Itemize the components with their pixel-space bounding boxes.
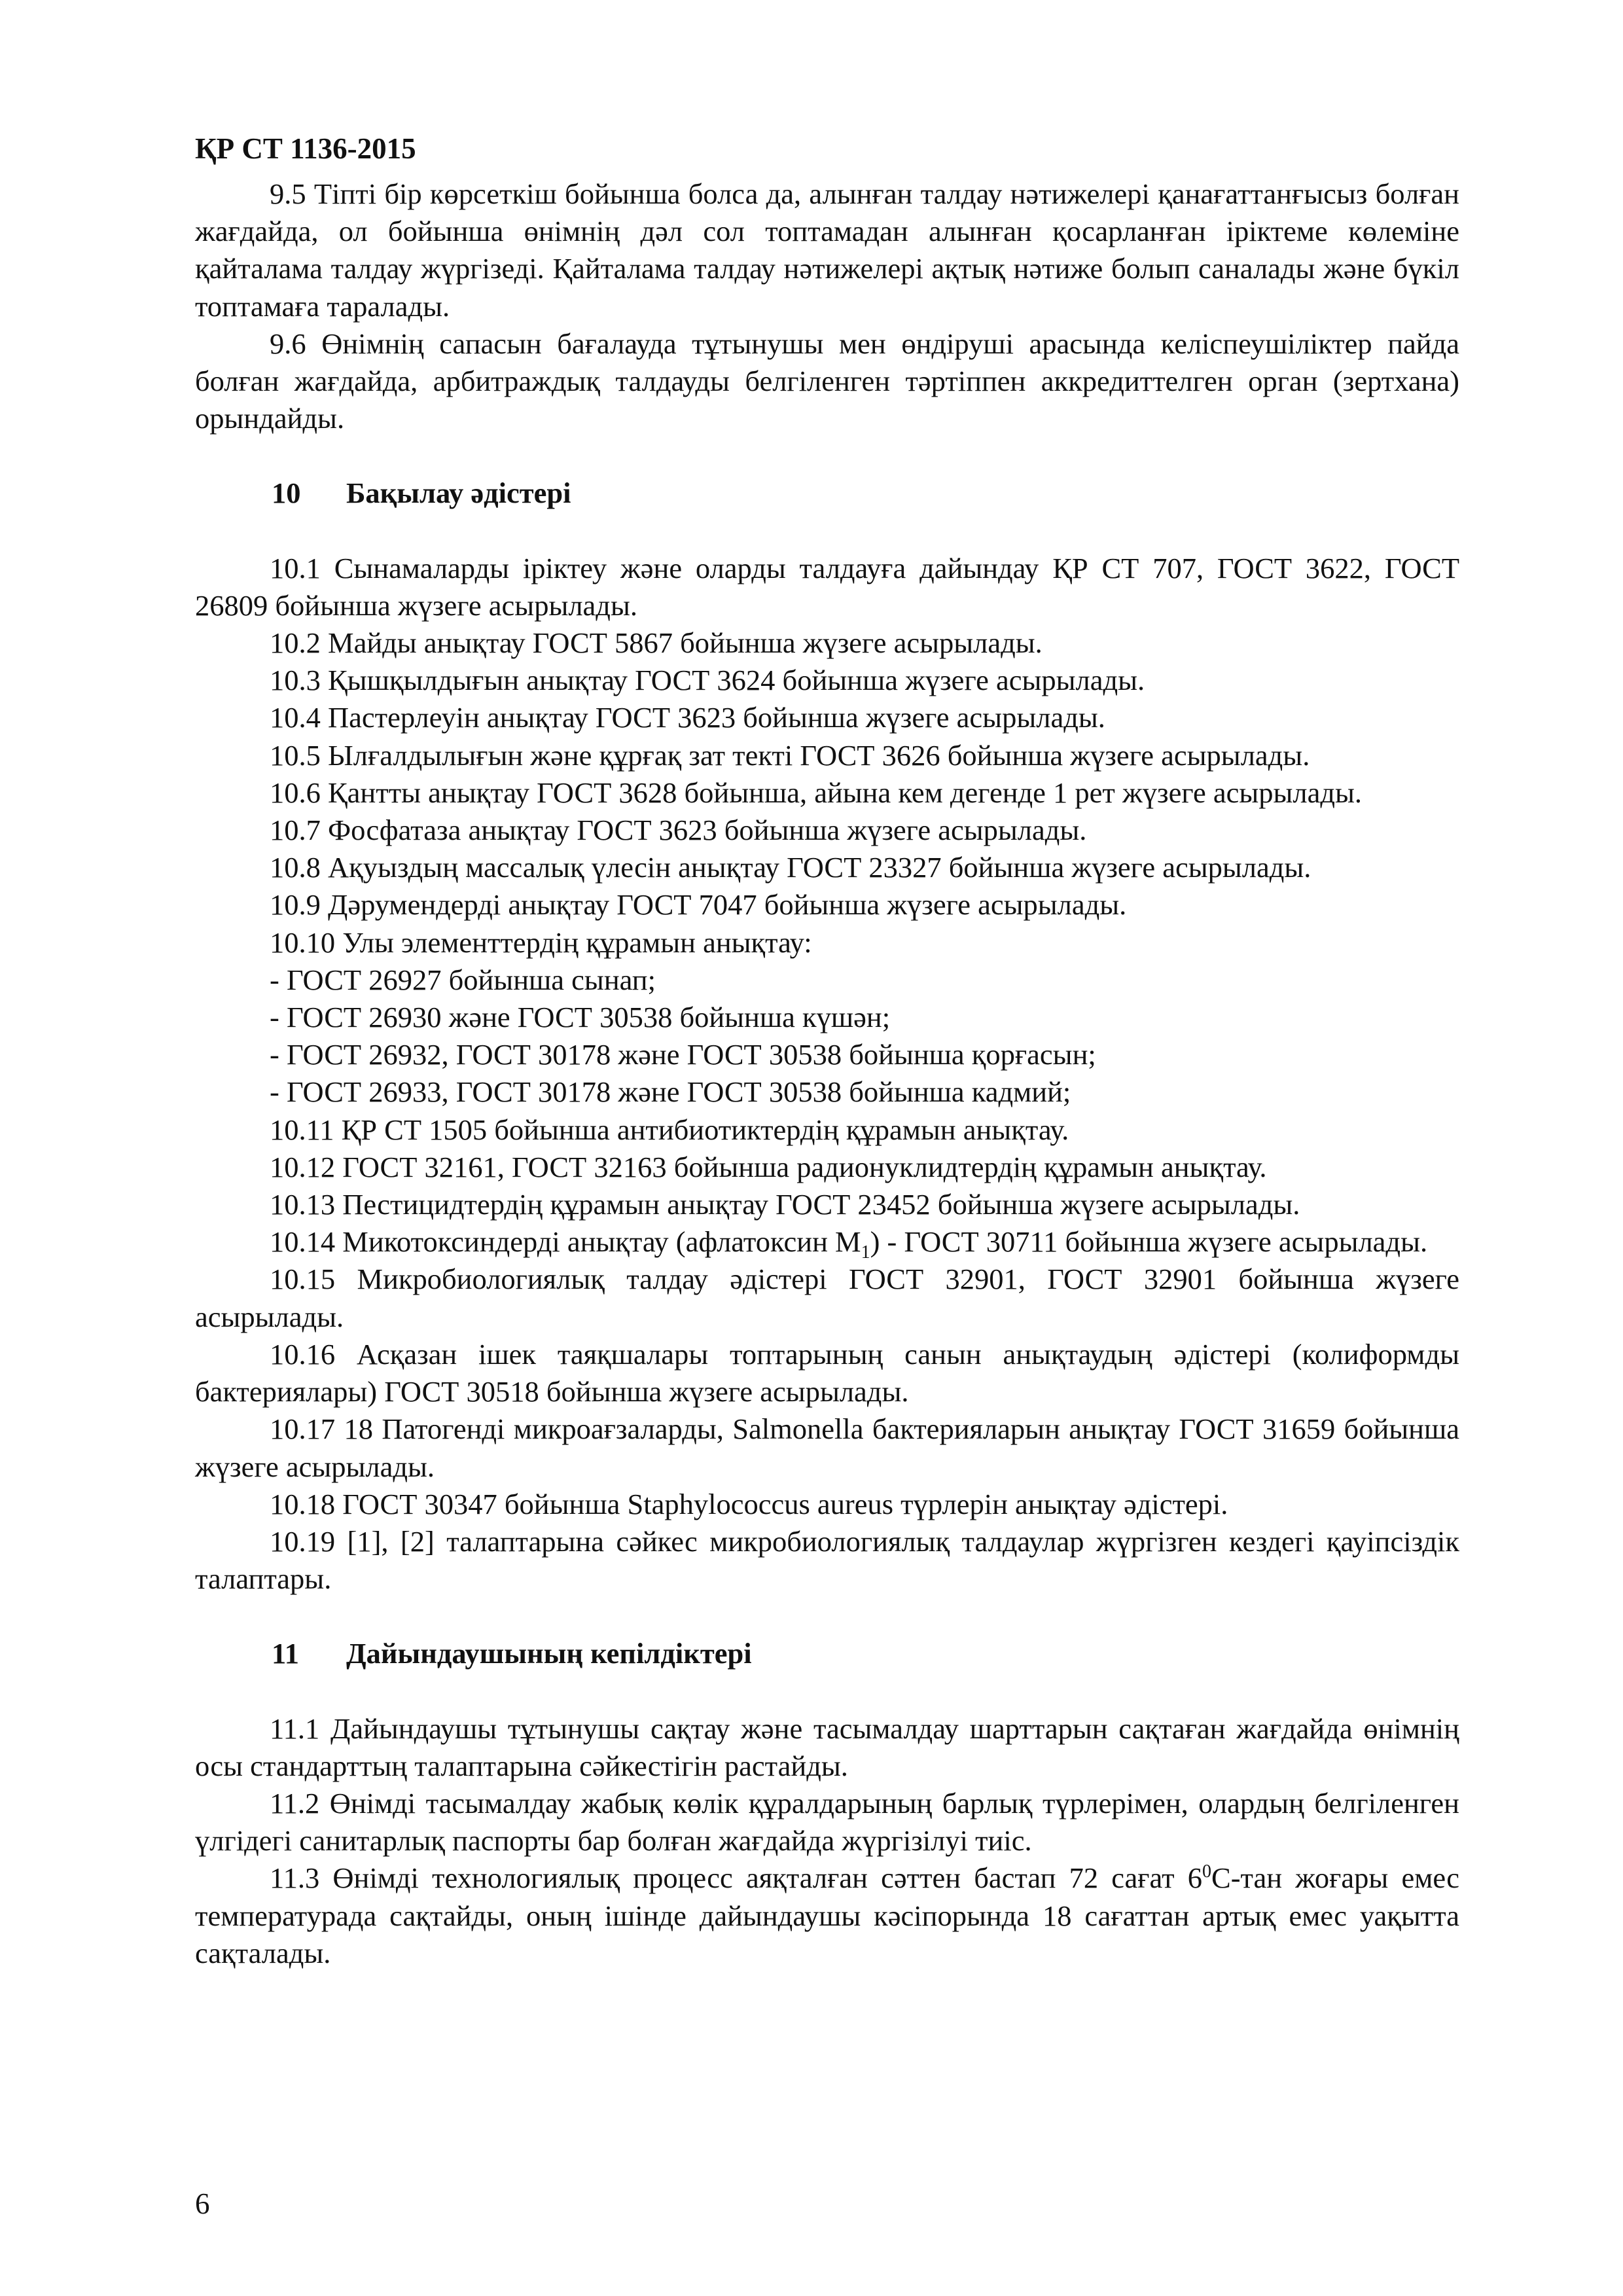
- paragraph-10-15: 10.15 Микробиологиялық талдау әдістері ГОСТ 32901, ГОСТ 32901 бойынша жүзеге асырылады.: [195, 1263, 1459, 1333]
- page-number: 6: [195, 2187, 210, 2220]
- document-body: [195, 175, 1459, 1972]
- paragraph-10-16: 10.16 Асқазан ішек таяқшалары топтарының санын анықтаудың әдістері (колиформды бактериялары) ГОСТ 30518 бойынша жүзеге асырылады.: [195, 1337, 1459, 1408]
- paragraph-10-5: 10.5 Ылғалдылығын және құрғақ зат текті ГОСТ 3626 бойынша жүзеге асырылады.: [270, 738, 1310, 772]
- section-10-number: 10: [272, 476, 301, 510]
- paragraph-11-1: 11.1 Дайындаушы тұтынушы сақтау және тасымалдау шарттарын сақтаған жағдайда өнімнің осы стандарттың талаптарына сәйкестігін растайды.: [195, 1712, 1459, 1782]
- paragraph-11-3-text-end: С-тан жоғары емес температурада сақтайды, оның ішінде дайындаушы кәсіпорында 18 сағаттан артық емес уақытта сақталады.: [195, 1861, 1459, 1969]
- paragraph-10-17: 10.17 18 Патогенді микроағзаларды, Salmonella бактерияларын анықтау ГОСТ 31659 бойынша жүзеге асырылады.: [195, 1412, 1459, 1483]
- section-10-title: Бақылау әдістері: [346, 476, 571, 510]
- list-item-mercury: - ГОСТ 26927 бойынша сынап;: [270, 963, 656, 996]
- paragraph-10-13: 10.13 Пестицидтердің құрамын анықтау ГОСТ 23452 бойынша жүзеге асырылады.: [270, 1188, 1300, 1221]
- paragraph-10-10: 10.10 Улы элементтердің құрамын анықтау:: [270, 925, 812, 959]
- paragraph-10-9: 10.9 Дәрумендерді анықтау ГОСТ 7047 бойынша жүзеге асырылады.: [270, 888, 1127, 922]
- paragraph-10-4: 10.4 Пастерлеуін анықтау ГОСТ 3623 бойынша жүзеге асырылады.: [270, 701, 1105, 734]
- paragraph-10-1: 10.1 Сынамаларды іріктеу және оларды талдауға дайындау ҚР СТ 707, ГОСТ 3622, ГОСТ 26809 бойынша жүзеге асырылады.: [195, 551, 1459, 622]
- paragraph-10-2: 10.2 Майды анықтау ГОСТ 5867 бойынша жүзеге асырылады.: [270, 626, 1043, 660]
- standard-code-header: ҚР СТ 1136-2015: [195, 132, 416, 165]
- paragraph-10-11: 10.11 ҚР СТ 1505 бойынша антибиотиктердің құрамын анықтау.: [270, 1113, 1069, 1146]
- paragraph-11-3-text: 11.3 Өнімді технологиялық процесс аяқталған сәттен бастап 72 сағат 6: [270, 1861, 1203, 1895]
- paragraph-10-12: 10.12 ГОСТ 32161, ГОСТ 32163 бойынша радионуклидтердің құрамын анықтау.: [270, 1150, 1267, 1183]
- list-item-lead: - ГОСТ 26932, ГОСТ 30178 және ГОСТ 30538 бойынша қорғасын;: [270, 1038, 1096, 1071]
- paragraph-9-5: 9.5 Тіпті бір көрсеткіш бойынша болса да, алынған талдау нәтижелері қанағаттанғысыз болған жағдайда, ол бойынша өнімнің дәл сол топтамадан алынған қосарланған іріктеме көлеміне қайталама талдау жүргізеді. Қайталама талдау нәтижелері ақтық нәтиже болып саналады және бүкіл топтамаға таралады.: [195, 177, 1459, 323]
- paragraph-11-2: 11.2 Өнімді тасымалдау жабық көлік құралдарының барлық түрлерімен, олардың белгіленген үлгідегі санитарлық паспорты бар болған жағдайда жүргізілуі тиіс.: [195, 1786, 1459, 1857]
- subscript-1: 1: [861, 1242, 870, 1263]
- paragraph-10-6: 10.6 Қантты анықтау ГОСТ 3628 бойынша, айына кем дегенде 1 рет жүзеге асырылады.: [270, 776, 1363, 809]
- paragraph-10-19: 10.19 [1], [2] талаптарына сәйкес микробиологиялық талдаулар жүргізген кездегі қауіпсіздік талаптары.: [195, 1524, 1459, 1596]
- section-11-title: Дайындаушының кепілдіктері: [346, 1637, 752, 1670]
- paragraph-10-14-text-end: ) - ГОСТ 30711 бойынша жүзеге асырылады.: [870, 1225, 1428, 1259]
- paragraph-10-14: [195, 1223, 1459, 1261]
- section-10-heading: [195, 475, 1459, 512]
- list-item-cadmium: - ГОСТ 26933, ГОСТ 30178 және ГОСТ 30538 бойынша кадмий;: [270, 1075, 1071, 1109]
- superscript-degree: 0: [1202, 1861, 1212, 1882]
- section-11-heading: [195, 1635, 1459, 1672]
- paragraph-10-3: 10.3 Қышқылдығын анықтау ГОСТ 3624 бойынша жүзеге асырылады.: [270, 664, 1145, 697]
- paragraph-10-7: 10.7 Фосфатаза анықтау ГОСТ 3623 бойынша жүзеге асырылады.: [270, 814, 1087, 847]
- paragraph-9-6: 9.6 Өнімнің сапасын бағалауда тұтынушы мен өндіруші арасында келіспеушіліктер пайда болған жағдайда, арбитраждық талдауды белгіленген тәртіппен аккредиттелген орган (зертхана) орындайды.: [195, 327, 1459, 435]
- paragraph-10-8: 10.8 Ақуыздың массалық үлесін анықтау ГОСТ 23327 бойынша жүзеге асырылады.: [270, 851, 1311, 884]
- paragraph-10-14-text: 10.14 Микотоксиндерді анықтау (афлатоксин М: [270, 1225, 861, 1259]
- section-11-number: 11: [272, 1637, 300, 1670]
- list-item-arsenic: - ГОСТ 26930 және ГОСТ 30538 бойынша күшән;: [270, 1001, 891, 1034]
- paragraph-10-18: 10.18 ГОСТ 30347 бойынша Staphylococcus aureus түрлерін анықтау әдістері.: [270, 1487, 1228, 1520]
- paragraph-11-3: [195, 1859, 1459, 1972]
